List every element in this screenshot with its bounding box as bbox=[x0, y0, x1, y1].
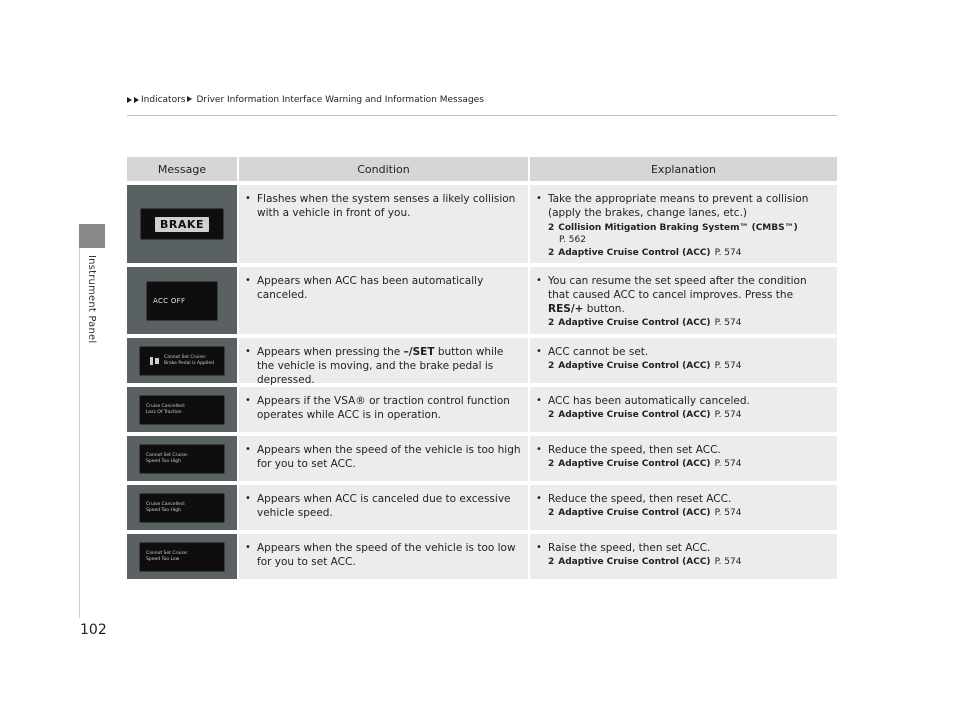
breadcrumb-item-messages[interactable]: Driver Information Interface Warning and Information Messages bbox=[196, 95, 484, 105]
reference-title: Adaptive Cruise Control (ACC) bbox=[558, 248, 711, 258]
reference-page: P. 574 bbox=[714, 248, 742, 258]
page-reference-link[interactable] bbox=[548, 507, 831, 519]
screen-line-2: Loss Of Traction bbox=[146, 409, 182, 415]
explanation-cell: • You can resume the set speed after the condition that caused ACC to cancel improves. Press the RES/+ button. 2 Adaptive Cruise Control (ACC) P. 574 bbox=[528, 267, 837, 334]
table-row bbox=[127, 436, 837, 481]
speed-too-high-screen bbox=[139, 444, 225, 474]
reference-arrow-icon: 2 bbox=[548, 361, 555, 371]
reference-arrow-icon: 2 bbox=[548, 508, 555, 518]
screen-line-2: Speed Too High bbox=[146, 507, 181, 513]
screen-line-1: Cannot Set Cruise: bbox=[164, 355, 207, 360]
explanation-cell: • Raise the speed, then set ACC. 2 Adaptive Cruise Control (ACC) P. 574 bbox=[528, 534, 837, 579]
reference-arrow-icon: 2 bbox=[548, 248, 555, 258]
message-image bbox=[127, 338, 237, 383]
table-row bbox=[127, 338, 837, 386]
acc-off-screen bbox=[146, 281, 218, 321]
condition-cell: • Appears when pressing the –/SET button while the vehicle is moving, and the brake pedal is depressed. bbox=[237, 338, 528, 383]
condition-text: Flashes when the system senses a likely collision with a vehicle in front of you. bbox=[257, 193, 516, 219]
page-reference-link[interactable] bbox=[548, 409, 831, 421]
reference-title: Adaptive Cruise Control (ACC) bbox=[558, 318, 711, 328]
brake-pedal-icon bbox=[150, 357, 160, 365]
explanation-text: Reduce the speed, then reset ACC. bbox=[548, 493, 732, 505]
header-divider bbox=[127, 115, 837, 116]
section-tab bbox=[79, 224, 105, 248]
condition-cell: • Appears when the speed of the vehicle is too high for you to set ACC. bbox=[237, 436, 528, 481]
message-image bbox=[127, 185, 237, 263]
breadcrumb-item-indicators[interactable]: Indicators bbox=[141, 95, 186, 105]
reference-arrow-icon: 2 bbox=[548, 318, 555, 328]
explanation-text: ACC has been automatically canceled. bbox=[548, 395, 750, 407]
explanation-text: Raise the speed, then set ACC. bbox=[548, 542, 711, 554]
reference-title: Adaptive Cruise Control (ACC) bbox=[558, 459, 711, 469]
brake-screen bbox=[140, 208, 224, 240]
page-reference-link[interactable] bbox=[548, 458, 831, 470]
loss-of-traction-screen bbox=[139, 395, 225, 425]
message-image bbox=[127, 387, 237, 432]
section-label: Instrument Panel bbox=[86, 255, 97, 344]
condition-text: Appears when ACC has been automatically canceled. bbox=[257, 275, 484, 301]
brake-applied-screen bbox=[139, 346, 225, 376]
explanation-text: You can resume the set speed after the condition that caused ACC to cancel improves. Press the RES/+ button. bbox=[548, 275, 807, 315]
screen-line-1: Cannot Set Cruise: bbox=[146, 453, 189, 458]
condition-text: Appears when ACC is canceled due to excessive vehicle speed. bbox=[257, 493, 511, 519]
header-message: Message bbox=[157, 162, 207, 176]
condition-text: Appears when the speed of the vehicle is too high for you to set ACC. bbox=[257, 444, 521, 470]
reference-page: P. 574 bbox=[714, 459, 742, 469]
section-rule bbox=[79, 248, 80, 618]
condition-text: Appears when pressing the –/SET button while the vehicle is moving, and the brake pedal is depressed. bbox=[257, 346, 504, 386]
page-reference-link[interactable] bbox=[548, 360, 831, 372]
message-image bbox=[127, 485, 237, 530]
reference-title: Adaptive Cruise Control (ACC) bbox=[558, 361, 711, 371]
reference-arrow-icon: 2 bbox=[548, 223, 555, 233]
condition-cell: • Appears when the speed of the vehicle is too low for you to set ACC. bbox=[237, 534, 528, 579]
explanation-cell: • Reduce the speed, then reset ACC. 2 Adaptive Cruise Control (ACC) P. 574 bbox=[528, 485, 837, 530]
reference-arrow-icon: 2 bbox=[548, 410, 555, 420]
header-explanation: Explanation bbox=[528, 157, 837, 181]
explanation-cell: • ACC has been automatically canceled. 2 Adaptive Cruise Control (ACC) P. 574 bbox=[528, 387, 837, 432]
set-button-label: –/SET bbox=[403, 346, 435, 358]
speed-too-low-screen bbox=[139, 542, 225, 572]
brake-warning-label: BRAKE bbox=[155, 217, 209, 232]
table-row bbox=[127, 534, 837, 579]
header-condition: Condition bbox=[237, 157, 528, 181]
table-row bbox=[127, 485, 837, 530]
condition-text: Appears when the speed of the vehicle is too low for you to set ACC. bbox=[257, 542, 516, 568]
reference-title: Adaptive Cruise Control (ACC) bbox=[558, 410, 711, 420]
screen-line-2: Speed Too High bbox=[146, 458, 181, 464]
breadcrumb bbox=[127, 95, 484, 105]
reference-title: Collision Mitigation Braking System™ (CMBS™) bbox=[558, 223, 798, 233]
res-plus-button-label: RES/+ bbox=[548, 303, 584, 315]
page-reference-link[interactable] bbox=[548, 222, 831, 234]
table-row bbox=[127, 267, 837, 334]
table-row bbox=[127, 185, 837, 263]
page-reference-link[interactable] bbox=[548, 247, 831, 259]
message-image bbox=[127, 436, 237, 481]
reference-arrow-icon: 2 bbox=[548, 459, 555, 469]
condition-cell: • Flashes when the system senses a likely collision with a vehicle in front of you. bbox=[237, 185, 528, 263]
message-image bbox=[127, 267, 237, 334]
messages-table bbox=[127, 157, 837, 579]
reference-title: Adaptive Cruise Control (ACC) bbox=[558, 508, 711, 518]
condition-cell: • Appears when ACC has been automatically canceled. bbox=[237, 267, 528, 334]
breadcrumb-arrow-icon bbox=[187, 96, 192, 102]
reference-page: P. 574 bbox=[714, 410, 742, 420]
screen-line-2: Brake Pedal is Applied bbox=[164, 360, 214, 366]
screen-line-1: Cruise Cancelled: bbox=[146, 404, 186, 409]
screen-line-1: Cannot Set Cruise: bbox=[146, 551, 189, 556]
page-number: 102 bbox=[80, 622, 107, 638]
reference-page: P. 574 bbox=[714, 318, 742, 328]
condition-cell: • Appears when ACC is canceled due to excessive vehicle speed. bbox=[237, 485, 528, 530]
table-header bbox=[127, 157, 837, 181]
breadcrumb-arrow-icon bbox=[127, 97, 132, 103]
explanation-cell: • Take the appropriate means to prevent a collision (apply the brakes, change lanes, etc.) 2 Collision Mitigation Braking System™ (CMBS™) P. 562 2 Adaptive Cruise Control (ACC) P. 574 bbox=[528, 185, 837, 263]
condition-text: Appears if the VSA® or traction control function operates while ACC is in operation. bbox=[257, 395, 510, 421]
explanation-text: Reduce the speed, then set ACC. bbox=[548, 444, 721, 456]
reference-page: P. 574 bbox=[714, 508, 742, 518]
reference-page: P. 574 bbox=[714, 557, 742, 567]
screen-line-1: Cruise Cancelled: bbox=[146, 502, 186, 507]
screen-line-2: Speed Too Low bbox=[146, 556, 180, 562]
page-reference-link[interactable] bbox=[548, 556, 831, 568]
condition-cell: • Appears if the VSA® or traction control function operates while ACC is in operation. bbox=[237, 387, 528, 432]
page-reference-link[interactable] bbox=[548, 317, 831, 329]
explanation-text: ACC cannot be set. bbox=[548, 346, 649, 358]
message-image bbox=[127, 534, 237, 579]
reference-page: P. 574 bbox=[714, 361, 742, 371]
reference-arrow-icon: 2 bbox=[548, 557, 555, 567]
cruise-cancelled-speed-screen bbox=[139, 493, 225, 523]
reference-page: P. 562 bbox=[559, 235, 586, 245]
table-row bbox=[127, 387, 837, 432]
explanation-cell: • Reduce the speed, then set ACC. 2 Adaptive Cruise Control (ACC) P. 574 bbox=[528, 436, 837, 481]
reference-title: Adaptive Cruise Control (ACC) bbox=[558, 557, 711, 567]
explanation-cell: • ACC cannot be set. 2 Adaptive Cruise Control (ACC) P. 574 bbox=[528, 338, 837, 383]
breadcrumb-arrow-icon bbox=[134, 97, 139, 103]
explanation-text: Take the appropriate means to prevent a collision (apply the brakes, change lanes, etc.) bbox=[548, 193, 809, 219]
acc-off-label: ACC OFF bbox=[153, 296, 186, 305]
